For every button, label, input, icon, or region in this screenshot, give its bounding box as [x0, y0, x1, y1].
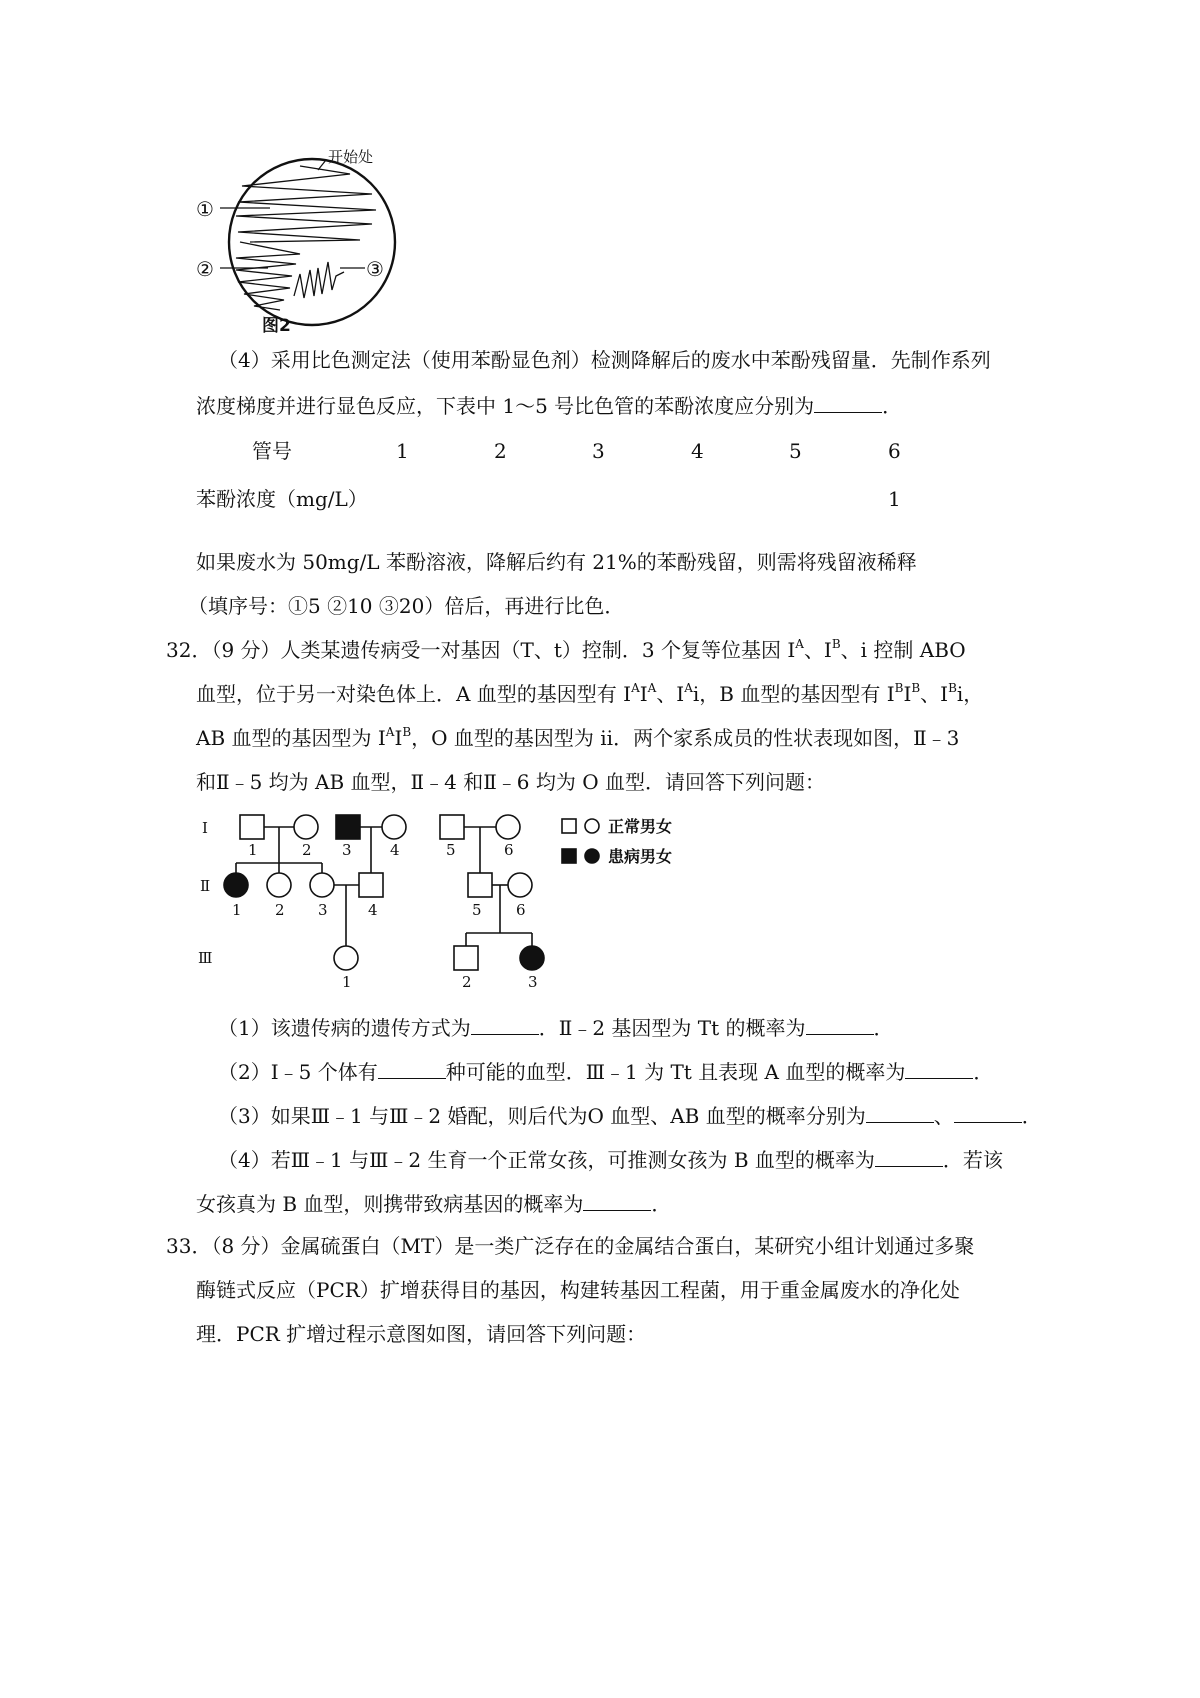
answer-blank[interactable] [583, 1192, 651, 1211]
gen-label-I: Ⅰ [202, 819, 208, 837]
svg-text:5: 5 [472, 901, 482, 919]
tube-number: 4 [691, 439, 704, 463]
tube-number: 1 [396, 439, 409, 463]
answer-blank[interactable] [814, 394, 882, 413]
q32-sub1: （1）该遗传病的遗传方式为 ．Ⅱ﹣2 基因型为 Tt 的概率为 ． [218, 1016, 894, 1040]
legend-affected: 患病男女 [608, 847, 673, 866]
svg-text:6: 6 [504, 841, 514, 859]
III2-male-normal [454, 946, 478, 970]
question-number: 32． [166, 638, 212, 662]
tube-number: 5 [789, 439, 802, 463]
svg-text:3: 3 [528, 973, 538, 991]
q32-sub2: （2）Ⅰ﹣5 个体有 种可能的血型．Ⅲ﹣1 为 Tt 且表现 A 血型的概率为 ． [218, 1060, 994, 1084]
I4-female-normal [382, 815, 406, 839]
q33-line2: 酶链式反应（PCR）扩增获得目的基因，构建转基因工程菌，用于重金属废水的净化处 [196, 1278, 960, 1302]
table-header-concentration: 苯酚浓度（mg/L） [196, 487, 368, 511]
table-header-tube: 管号 [252, 439, 292, 463]
I1-male-normal [240, 815, 264, 839]
svg-text:4: 4 [368, 901, 378, 919]
I5-male-normal [440, 815, 464, 839]
figure2-start-label: 开始处 [328, 148, 374, 166]
q32-line1: 32．（9 分）人类某遗传病受一对基因（T、t）控制．3 个复等位基因 $I^A$、$I^B$、i 控制 ABO [166, 637, 966, 662]
svg-text:4: 4 [390, 841, 400, 859]
q32-sub3: （3）如果Ⅲ﹣1 与Ⅲ﹣2 婚配，则后代为O 血型、AB 血型的概率分别为 、 ． [218, 1104, 1042, 1128]
q31-4-line2: 浓度梯度并进行显色反应，下表中 1～5 号比色管的苯酚浓度应分别为 ． [196, 394, 903, 418]
answer-blank[interactable] [806, 1016, 874, 1035]
q31-4-line3: 如果废水为 50mg/L 苯酚溶液，降解后约有 21%的苯酚残留，则需将残留液稀释 [196, 550, 917, 574]
tube-number: 2 [494, 439, 507, 463]
answer-blank[interactable] [866, 1104, 934, 1123]
q33-line1: 33．（8 分）金属硫蛋白（MT）是一类广泛存在的金属结合蛋白，某研究小组计划通过多聚 [166, 1234, 975, 1258]
svg-text:1: 1 [248, 841, 258, 859]
I2-female-normal [294, 815, 318, 839]
answer-blank[interactable] [905, 1060, 973, 1079]
answer-blank[interactable] [378, 1060, 446, 1079]
answer-blank[interactable] [954, 1104, 1022, 1123]
figure2-streak-plate [200, 150, 460, 340]
tube-number: 6 [888, 439, 901, 463]
gen-label-II: Ⅱ [200, 877, 211, 895]
figure2-caption: 图2 [262, 316, 291, 336]
figure2-marker-1: ① [196, 197, 214, 221]
svg-text:3: 3 [318, 901, 328, 919]
question-number: 33． [166, 1234, 212, 1258]
svg-text:1: 1 [342, 973, 352, 991]
I6-female-normal [496, 815, 520, 839]
svg-text:5: 5 [446, 841, 456, 859]
tube-6-concentration: 1 [888, 487, 901, 511]
pedigree-chart [190, 805, 710, 995]
I3-male-affected [336, 815, 360, 839]
II3-female-normal [310, 873, 334, 897]
svg-text:6: 6 [516, 901, 526, 919]
q31-4-line1: （4）采用比色测定法（使用苯酚显色剂）检测降解后的废水中苯酚残留量．先制作系列 [218, 348, 991, 372]
II1-female-affected [224, 873, 248, 897]
legend-normal: 正常男女 [608, 817, 673, 836]
q32-line2: 血型，位于另一对染色体上．A 血型的基因型有 $I^AI^A$、$I^Ai$，B 血型的基因型有 $I^BI^B$、$I^Bi$， [196, 681, 984, 706]
q32-line3: AB 血型的基因型为 $I^AI^B$，O 血型的基因型为 ii．两个家系成员的性状表现如图，Ⅱ﹣3 [196, 725, 960, 750]
II4-male-normal [359, 873, 383, 897]
III1-female-normal [334, 946, 358, 970]
figure2-marker-2: ② [196, 257, 214, 281]
svg-text:1: 1 [232, 901, 242, 919]
q31-4-line4: （填序号：①5 ②10 ③20）倍后，再进行比色． [188, 594, 625, 618]
q33-line3: 理．PCR 扩增过程示意图如图，请回答下列问题： [196, 1322, 647, 1346]
q32-sub4-line1: （4）若Ⅲ﹣1 与Ⅲ﹣2 生育一个正常女孩，可推测女孩为 B 血型的概率为 ．若该 [218, 1148, 1003, 1172]
III3-female-affected [520, 946, 544, 970]
answer-blank[interactable] [471, 1016, 539, 1035]
svg-text:2: 2 [302, 841, 312, 859]
II6-female-normal [508, 873, 532, 897]
q32-line4: 和Ⅱ﹣5 均为 AB 血型，Ⅱ﹣4 和Ⅱ﹣6 均为 O 血型．请回答下列问题： [196, 770, 825, 794]
q32-sub4-line2: 女孩真为 B 血型，则携带致病基因的概率为 ． [196, 1192, 672, 1216]
figure2-marker-3: ③ [366, 257, 384, 281]
II2-female-normal [267, 873, 291, 897]
answer-blank[interactable] [875, 1148, 943, 1167]
gen-label-III: Ⅲ [198, 949, 213, 967]
svg-text:2: 2 [462, 973, 472, 991]
II5-male-normal [468, 873, 492, 897]
svg-text:2: 2 [275, 901, 285, 919]
tube-number: 3 [592, 439, 605, 463]
svg-text:3: 3 [342, 841, 352, 859]
